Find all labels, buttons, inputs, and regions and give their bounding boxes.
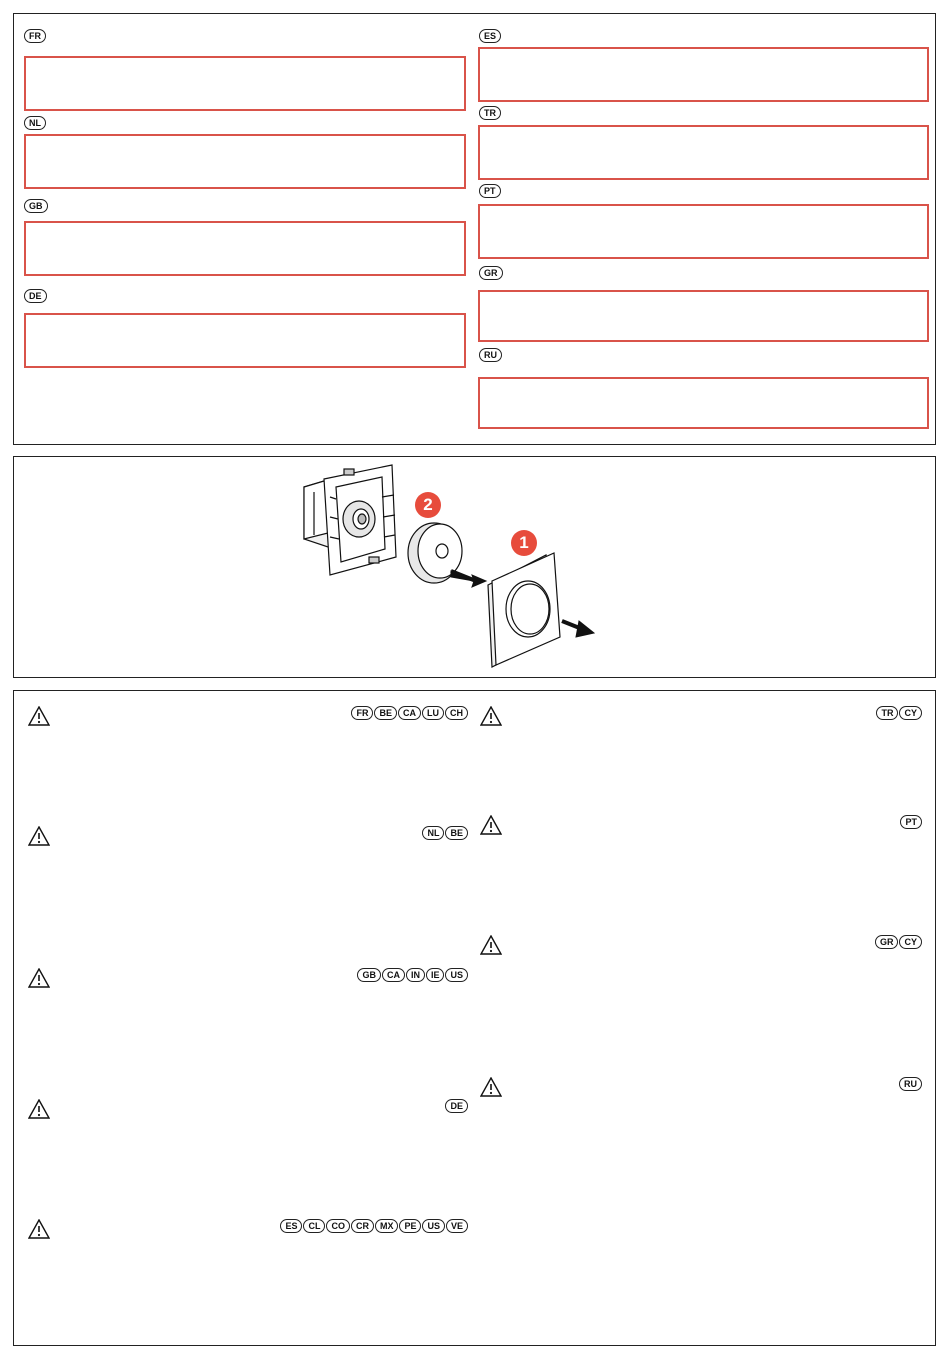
warning-triangle-icon bbox=[480, 1077, 502, 1097]
country-badge: IE bbox=[426, 968, 445, 982]
lang-badge-pt: PT bbox=[479, 184, 501, 198]
country-badges-gr bbox=[875, 935, 922, 949]
country-badge: PE bbox=[399, 1219, 421, 1233]
lang-badge-nl: NL bbox=[24, 116, 46, 130]
country-badges-ru bbox=[899, 1077, 922, 1091]
warning-triangle-icon bbox=[480, 815, 502, 835]
warning-triangle-icon bbox=[480, 935, 502, 955]
country-badge: GB bbox=[357, 968, 381, 982]
country-badges-nl bbox=[422, 826, 468, 840]
country-badge: TR bbox=[876, 706, 898, 720]
step-number-2: 2 bbox=[415, 492, 441, 518]
text-box-gb bbox=[24, 221, 466, 276]
country-badge: GR bbox=[875, 935, 899, 949]
device-removal-illustration bbox=[14, 457, 937, 679]
country-badges-gb bbox=[357, 968, 468, 982]
country-badges-pt bbox=[900, 815, 922, 829]
text-box-pt bbox=[478, 204, 929, 259]
country-badge: CH bbox=[445, 706, 468, 720]
cover-plate bbox=[488, 553, 560, 667]
illustration-panel bbox=[13, 456, 936, 678]
language-section-panel bbox=[13, 13, 936, 445]
country-badges-es bbox=[280, 1219, 468, 1233]
warning-triangle-icon bbox=[28, 1099, 50, 1119]
text-box-tr bbox=[478, 125, 929, 180]
country-badge: CA bbox=[398, 706, 421, 720]
country-badge: CY bbox=[899, 935, 922, 949]
warning-triangle-icon bbox=[28, 826, 50, 846]
lang-badge-gb: GB bbox=[24, 199, 48, 213]
text-box-nl bbox=[24, 134, 466, 189]
country-badge: CR bbox=[351, 1219, 374, 1233]
lang-badge-ru: RU bbox=[479, 348, 502, 362]
country-badge: CY bbox=[899, 706, 922, 720]
country-badge: DE bbox=[445, 1099, 468, 1113]
country-badges-tr bbox=[876, 706, 922, 720]
country-badges-de bbox=[445, 1099, 468, 1113]
country-badge: PT bbox=[900, 815, 922, 829]
step-number-1: 1 bbox=[511, 530, 537, 556]
country-badge: FR bbox=[351, 706, 373, 720]
country-badge: CL bbox=[303, 1219, 325, 1233]
country-badge: LU bbox=[422, 706, 444, 720]
arrow-plate-icon bbox=[562, 621, 594, 637]
lang-badge-de: DE bbox=[24, 289, 47, 303]
country-badge: MX bbox=[375, 1219, 399, 1233]
lang-badge-es: ES bbox=[479, 29, 501, 43]
lang-badge-tr: TR bbox=[479, 106, 501, 120]
text-box-es bbox=[478, 47, 929, 102]
country-badge: US bbox=[422, 1219, 445, 1233]
warning-triangle-icon bbox=[28, 1219, 50, 1239]
country-badge: ES bbox=[280, 1219, 302, 1233]
country-badge: BE bbox=[445, 826, 468, 840]
country-badge: CO bbox=[326, 1219, 350, 1233]
arrow-disc-icon bbox=[451, 571, 486, 587]
lang-badge-gr: GR bbox=[479, 266, 503, 280]
country-badge: US bbox=[445, 968, 468, 982]
text-box-fr bbox=[24, 56, 466, 111]
country-badge: IN bbox=[406, 968, 425, 982]
warning-triangle-icon bbox=[28, 968, 50, 988]
country-badge: RU bbox=[899, 1077, 922, 1091]
text-box-gr bbox=[478, 290, 929, 342]
warnings-panel bbox=[13, 690, 936, 1346]
country-badges-fr bbox=[351, 706, 468, 720]
country-badge: BE bbox=[374, 706, 397, 720]
warning-triangle-icon bbox=[480, 706, 502, 726]
text-box-ru bbox=[478, 377, 929, 429]
lang-badge-fr: FR bbox=[24, 29, 46, 43]
country-badge: VE bbox=[446, 1219, 468, 1233]
warning-triangle-icon bbox=[28, 706, 50, 726]
rotary-shaft bbox=[343, 501, 375, 537]
country-badge: CA bbox=[382, 968, 405, 982]
text-box-de bbox=[24, 313, 466, 368]
country-badge: NL bbox=[422, 826, 444, 840]
